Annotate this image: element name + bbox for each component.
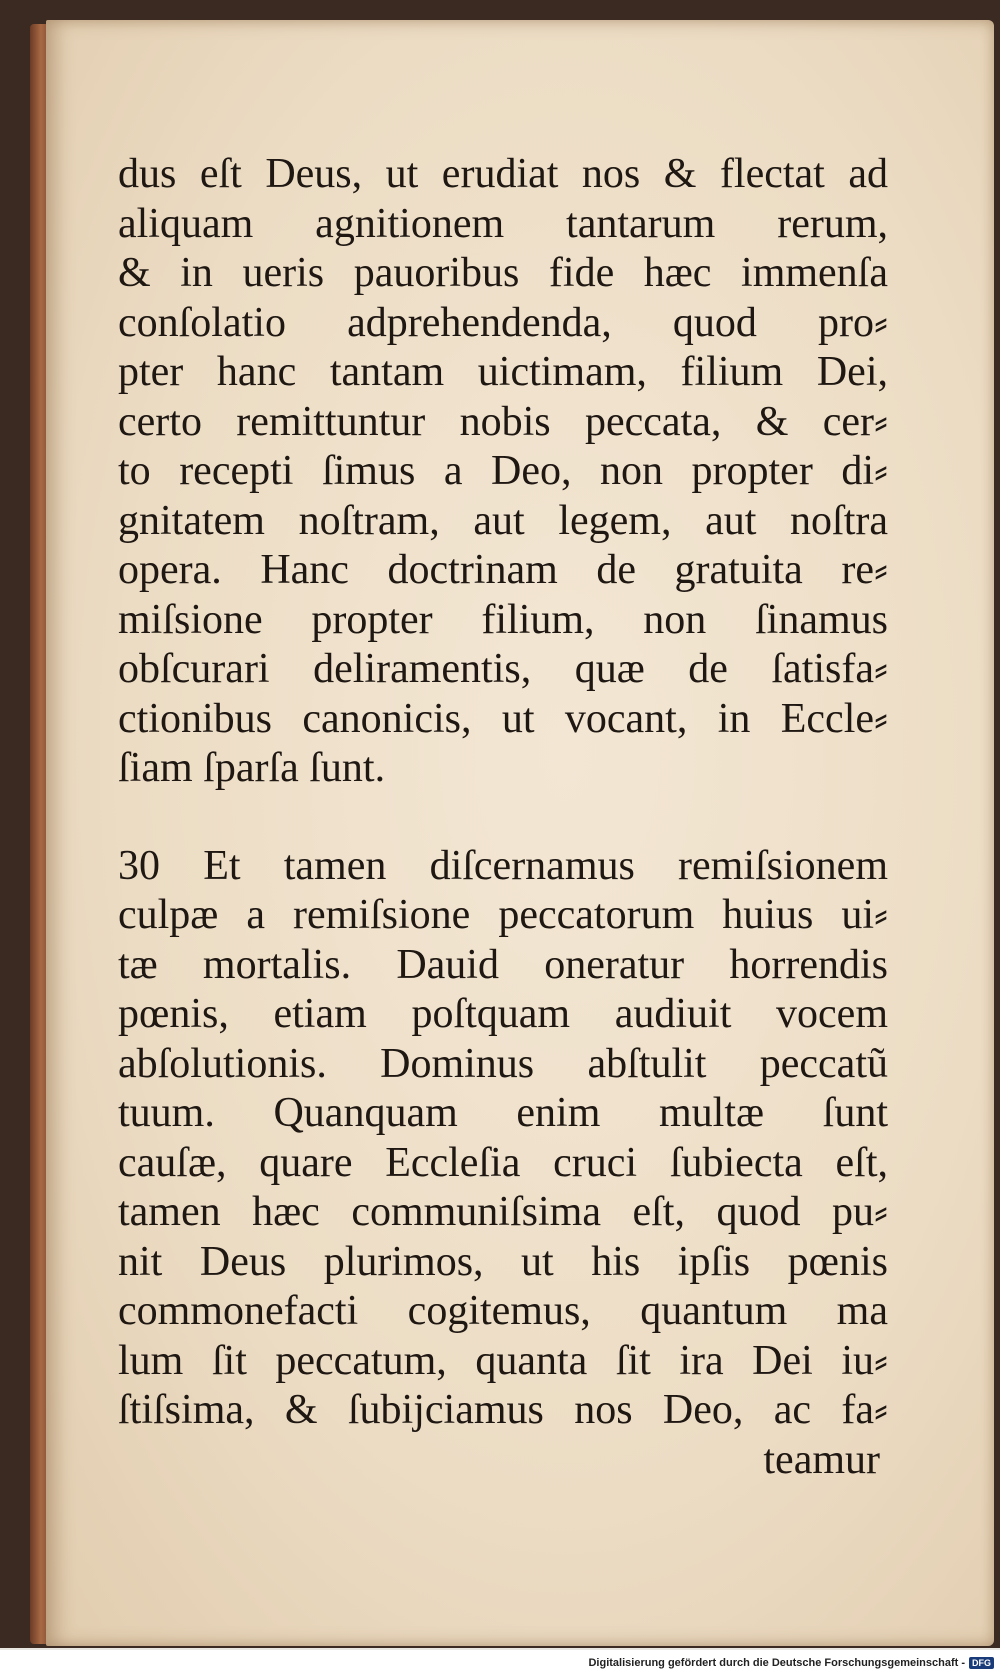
text-line: commonefacti cogitemus, quantum ma [118, 1288, 888, 1334]
text-line: ſtiſsima, & ſubijciamus nos Deo, ac fa⸗ [118, 1387, 888, 1433]
text-line: nit Deus plurimos, ut his ipſis pœnis [118, 1238, 888, 1285]
text-line: dus eſt Deus, ut erudiat nos & flectat ad [118, 151, 888, 197]
text-line: culpæ a remiſsione peccatorum huius ui⸗ [118, 892, 888, 938]
text-line: aliquam agnitionem tantarum rerum, [118, 200, 888, 247]
text-line: miſsione propter filium, non ſinamus [118, 596, 888, 643]
digitization-footer [0, 1650, 1000, 1675]
text-line: cauſæ, quare Eccleſia cruci ſubiecta eſt, [118, 1139, 888, 1186]
text-line: abſolutionis. Dominus abſtulit peccatũ [118, 1040, 888, 1087]
text-line: 30 Et tamen diſcernamus remiſsionem [118, 842, 888, 889]
paragraph-gap [118, 794, 888, 842]
page-text [118, 150, 888, 1485]
text-line: opera. Hanc doctrinam de gratuita re⸗ [118, 547, 888, 593]
text-line: to recepti ſimus a Deo, non propter di⸗ [118, 448, 888, 494]
text-line: conſolatio adprehendenda, quod pro⸗ [118, 299, 888, 346]
text-line: certo remittuntur nobis peccata, & cer⸗ [118, 398, 888, 445]
paragraph-2 [118, 842, 888, 1436]
text-line: tæ mortalis. Dauid oneratur horrendis [118, 941, 888, 988]
footer-credit-text: Digitalisierung gefördert durch die Deutsche Forschungsgemeinschaft - [588, 1656, 965, 1669]
text-line: pœnis, etiam poſtquam audiuit vocem [118, 991, 888, 1037]
text-line: lum ſit peccatum, quanta ſit ira Dei iu⸗ [118, 1337, 888, 1384]
text-line: pter hanc tantam uictimam, filium Dei, [118, 349, 888, 395]
text-line: tuum. Quanquam enim multæ ſunt [118, 1090, 888, 1136]
text-line: & in ueris pauoribus fide hæc immenſa [118, 250, 888, 296]
text-line: gnitatem noſtram, aut legem, aut noſtra [118, 497, 888, 544]
paragraph-1 [118, 150, 888, 794]
text-line: ctionibus canonicis, ut vocant, in Eccle⸗ [118, 695, 888, 742]
text-line: obſcurari deliramentis, quæ de ſatisfa⸗ [118, 646, 888, 692]
text-line: tamen hæc communiſsima eſt, quod pu⸗ [118, 1189, 888, 1235]
text-line: ſiam ſparſa ſunt. [118, 745, 386, 791]
dfg-logo: DFG [969, 1657, 994, 1669]
catchword: teamur [763, 1436, 880, 1483]
